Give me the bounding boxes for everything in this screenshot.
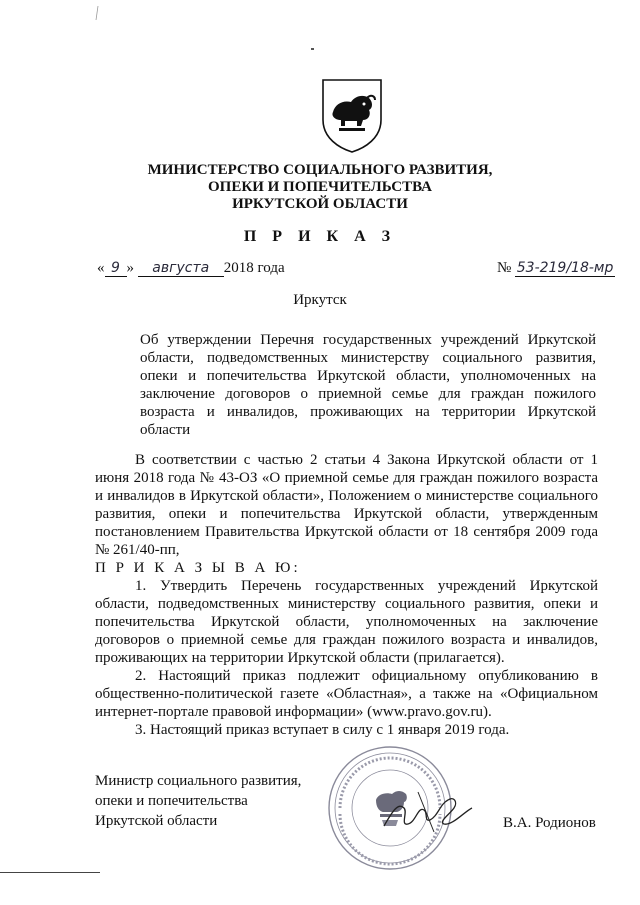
order-item-3: 3. Настоящий приказ вступает в силу с 1 января 2019 года. (135, 722, 510, 738)
preamble-paragraph: В соответствии с частью 2 статьи 4 Закона Иркутской области от 1 июня 2018 года № 43-ОЗ «О приемной семье для граждан пожилого возраста и инвалидов в Иркутской области», Положением о министерстве социального развития, опеки и попечительства Иркутской области, утвержденным постановлением Правительства Иркутской области от 18 сентября 2009 года № 261/40-пп, (95, 452, 598, 558)
order-number (497, 260, 615, 277)
date-month: августа (138, 260, 224, 277)
order-subject: Об утверждении Перечня государственных учреждений Иркутской области, подведомственных министерству социального развития, опеки и попечительства Иркутской области, уполномоченных на заключение договоров о приемной семье для граждан пожилого возраста и инвалидов, проживающих на территории Иркутской области (140, 332, 596, 438)
date-year: 2018 года (223, 260, 285, 276)
ministry-line-3: ИРКУТСКОЙ ОБЛАСТИ (232, 196, 408, 212)
position-line-1: Министр социального развития, (95, 773, 302, 789)
order-item-1: 1. Утвердить Перечень государственных учреждений Иркутской области, подведомственных министерству социального развития, опеки и попечительства Иркутской области, уполномоченных на заключение договоров о приемной семье для граждан пожилого возраста и инвалидов, проживающих на территории Иркутской области (прилагается). (95, 578, 598, 666)
footer-divider (0, 872, 100, 873)
ministry-line-1: МИНИСТЕРСТВО СОЦИАЛЬНОГО РАЗВИТИЯ, (147, 162, 493, 178)
date-open-quote: « (97, 260, 105, 276)
order-date (97, 260, 285, 277)
order-word: П Р И К А З Ы В А Ю: (95, 560, 301, 576)
order-item-2: 2. Настоящий приказ подлежит официальному опубликованию в общественно-политической газете «Областная», а также на «Официальном интернет-портале правовой информации» (www.pravo.gov.ru). (95, 668, 598, 720)
signatory-name: В.А. Родионов (503, 815, 596, 831)
handwritten-signature (378, 782, 478, 842)
number-prefix: № (497, 260, 512, 276)
date-day: 9 (105, 260, 127, 277)
document-type-title: П Р И К А З (243, 228, 397, 245)
date-close-quote: » (126, 260, 134, 276)
scan-mark (95, 6, 99, 20)
number-value: 53-219/18-мр (516, 260, 614, 276)
coat-of-arms-icon (317, 76, 387, 154)
position-line-3: Иркутской области (95, 813, 218, 829)
position-line-2: опеки и попечительства (95, 793, 248, 809)
order-body (95, 451, 598, 739)
city: Иркутск (293, 292, 347, 308)
scan-dot (311, 48, 314, 50)
ministry-line-2: ОПЕКИ И ПОПЕЧИТЕЛЬСТВА (208, 179, 432, 195)
signatory-position (95, 771, 301, 831)
ministry-name (0, 162, 640, 213)
